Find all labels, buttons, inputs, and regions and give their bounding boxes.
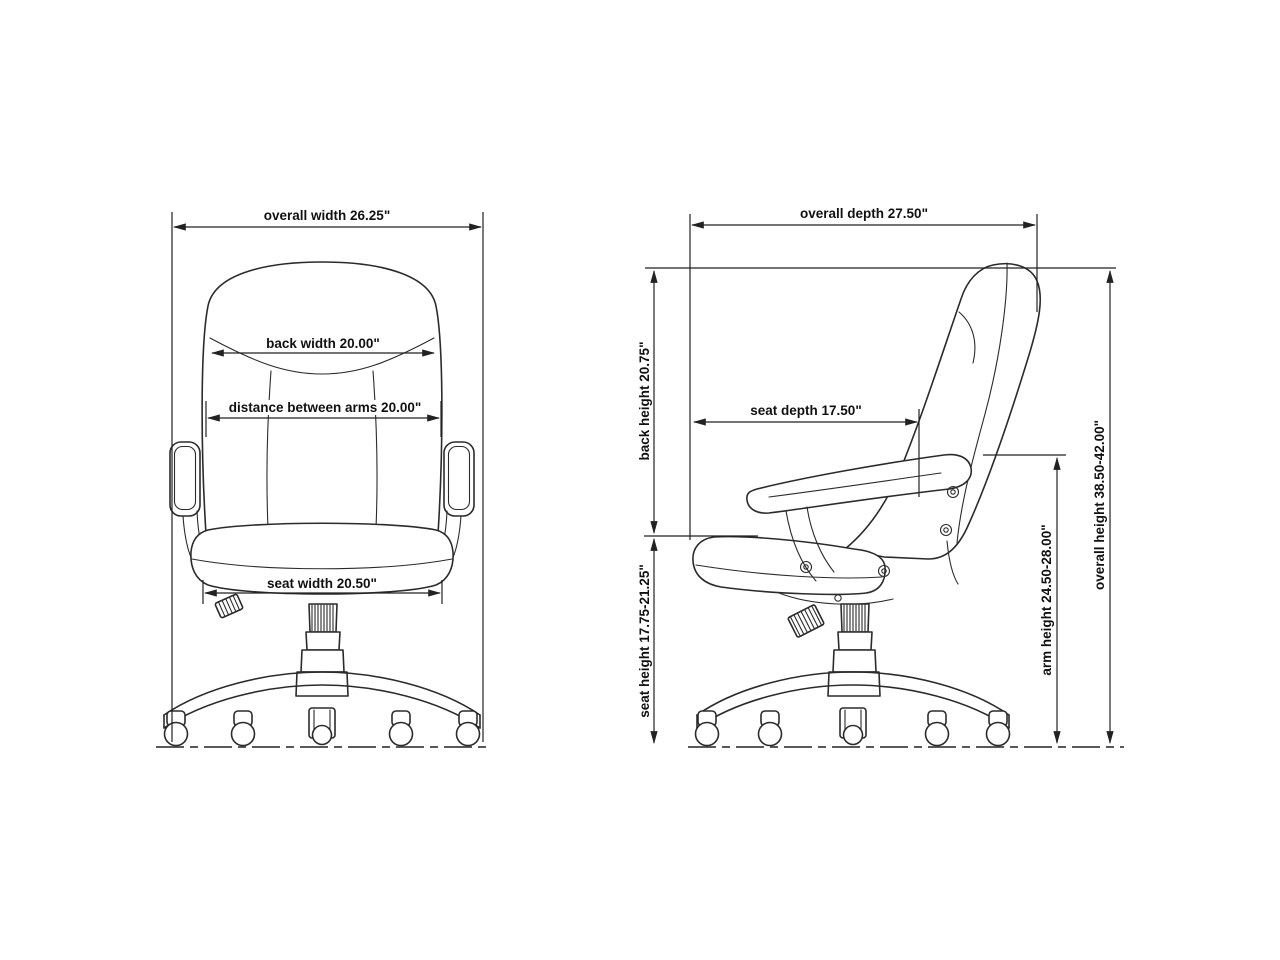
dim-label-distance-between-arms: distance between arms 20.00" [228,400,422,415]
side-casters [696,708,1010,746]
front-view-chair [164,262,480,746]
front-adjust-knob [215,594,243,618]
dim-label-arm-height: arm height 24.50-28.00" [1039,524,1054,676]
front-gas-column [296,604,348,696]
side-backrest [845,264,1040,559]
side-tilt-knob [788,604,825,637]
dim-label-seat-height: seat height 17.75-21.25" [637,564,652,718]
front-backrest [202,262,442,534]
dim-label-overall-depth: overall depth 27.50" [800,206,928,221]
dim-label-seat-depth: seat depth 17.50" [750,403,862,418]
dim-label-overall-height: overall height 38.50-42.00" [1092,420,1107,590]
dim-label-back-width: back width 20.00" [266,336,380,351]
dim-label-seat-width: seat width 20.50" [267,576,377,591]
side-gas-column [828,604,880,696]
side-view-chair [693,263,1040,746]
dim-label-overall-width: overall width 26.25" [263,208,391,223]
front-casters [165,708,480,746]
dim-label-back-height: back height 20.75" [637,341,652,461]
